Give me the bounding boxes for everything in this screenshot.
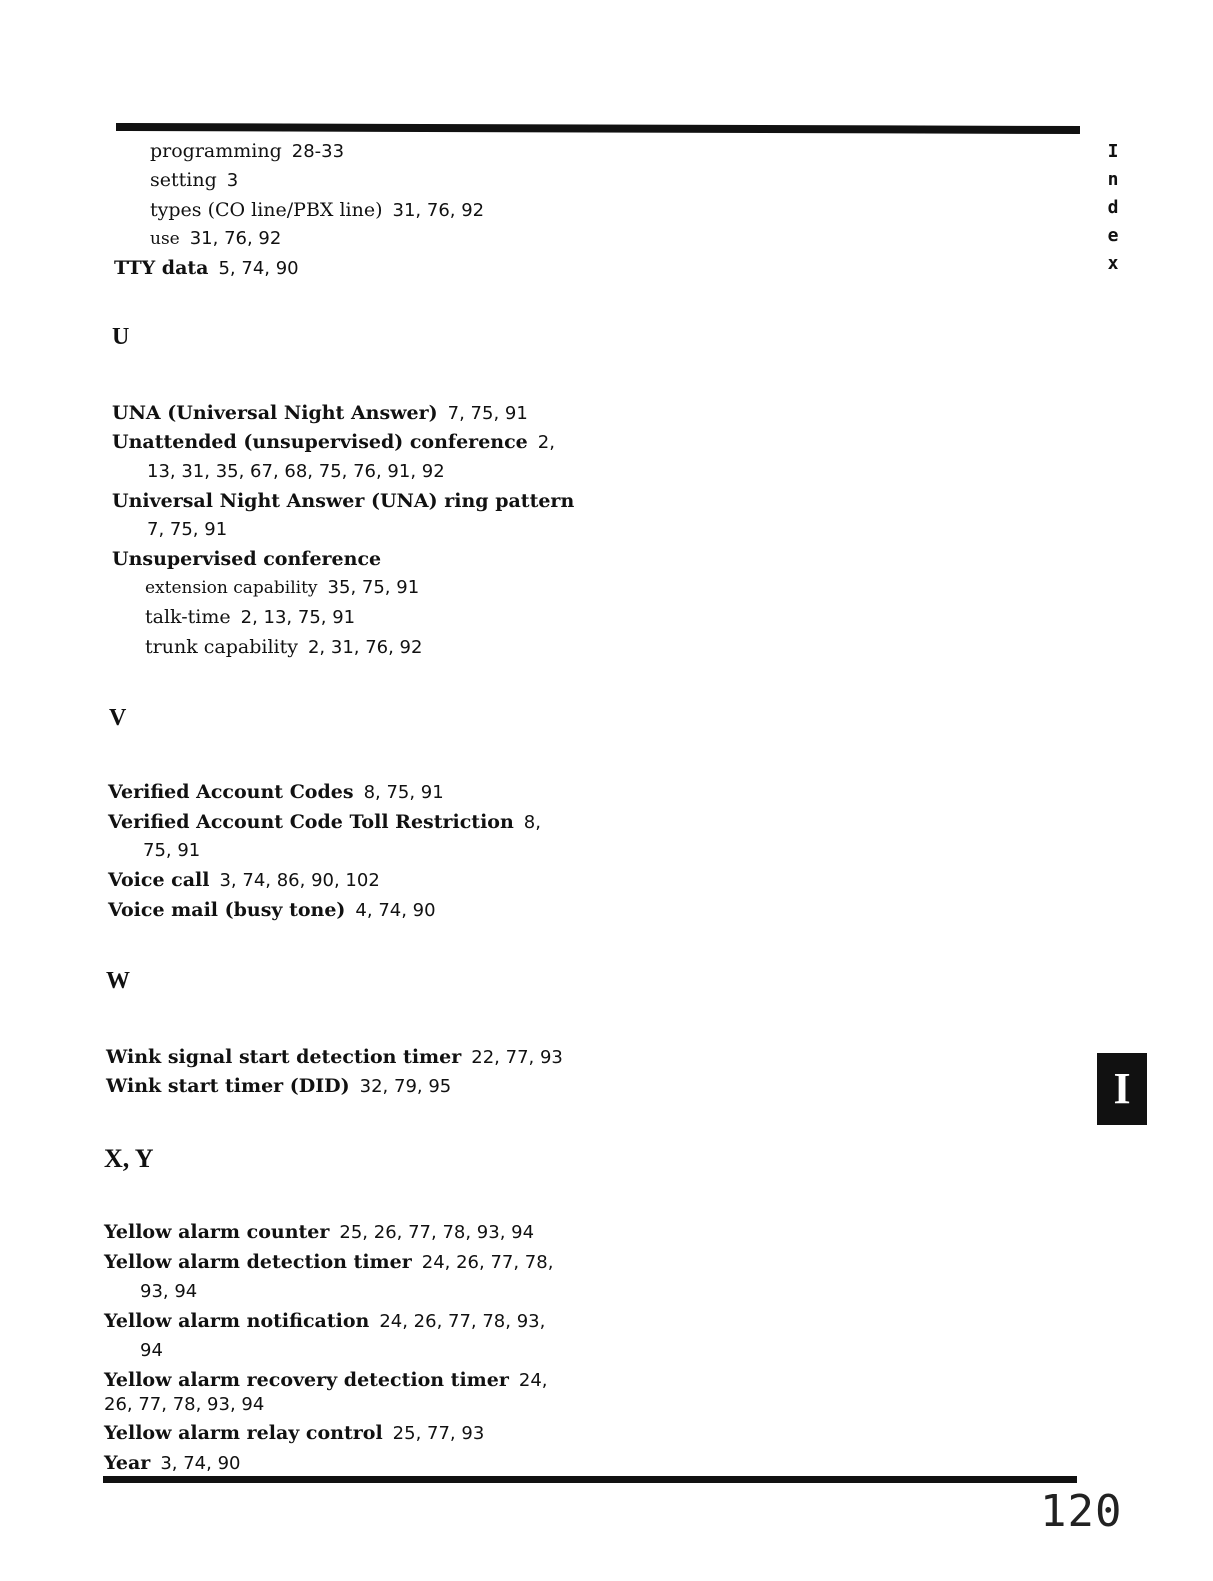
index-entry: Verified Account Code Toll Restriction 8, — [108, 811, 541, 833]
side-letter: x — [1107, 253, 1119, 274]
section-heading-v: V — [109, 705, 127, 731]
index-entry-continuation: 75, 91 — [143, 840, 201, 861]
index-subentry: use 31, 76, 92 — [150, 228, 282, 249]
index-entry: Year 3, 74, 90 — [104, 1452, 241, 1474]
index-entry: Unsupervised conference — [112, 548, 382, 570]
index-entry-continuation: 7, 75, 91 — [147, 519, 228, 540]
index-entry: Wink signal start detection timer 22, 77, 93 — [106, 1046, 563, 1068]
section-letter-tab: I — [1097, 1053, 1147, 1125]
index-entry: Verified Account Codes 8, 75, 91 — [108, 781, 444, 803]
section-heading-u: U — [112, 324, 130, 350]
index-subentry: trunk capability 2, 31, 76, 92 — [145, 636, 423, 658]
side-letter: n — [1107, 169, 1119, 190]
side-letter: I — [1107, 141, 1119, 162]
index-subentry: talk-time 2, 13, 75, 91 — [145, 606, 356, 628]
index-entry: Yellow alarm detection timer 24, 26, 77, 78, — [104, 1251, 554, 1273]
index-entry: Yellow alarm notification 24, 26, 77, 78, 93, — [104, 1310, 546, 1332]
side-letter: e — [1107, 225, 1119, 246]
index-entry: Yellow alarm relay control 25, 77, 93 — [104, 1422, 485, 1444]
index-entry: Yellow alarm counter 25, 26, 77, 78, 93, 94 — [104, 1221, 535, 1243]
index-entry-continuation: 26, 77, 78, 93, 94 — [104, 1394, 265, 1415]
index-entry: Wink start timer (DID) 32, 79, 95 — [106, 1075, 452, 1097]
index-subentry: programming 28-33 — [150, 140, 345, 162]
index-subentry: types (CO line/PBX line) 31, 76, 92 — [150, 199, 485, 221]
index-entry-continuation: 94 — [140, 1340, 163, 1361]
index-entry: Voice call 3, 74, 86, 90, 102 — [108, 869, 380, 891]
index-entry: TTY data 5, 74, 90 — [114, 257, 299, 279]
index-entry: Universal Night Answer (UNA) ring pattern — [112, 490, 575, 512]
index-subentry: setting 3 — [150, 169, 239, 191]
index-entry: Unattended (unsupervised) conference 2, — [112, 431, 555, 453]
section-heading-xy: X, Y — [104, 1144, 154, 1173]
index-entry: UNA (Universal Night Answer) 7, 75, 91 — [112, 402, 528, 424]
top-rule — [116, 123, 1080, 134]
index-side-label — [1104, 138, 1122, 278]
index-entry: Yellow alarm recovery detection timer 24, — [104, 1369, 548, 1391]
index-entry-continuation: 13, 31, 35, 67, 68, 75, 76, 91, 92 — [147, 461, 445, 482]
index-subentry: extension capability 35, 75, 91 — [145, 577, 420, 598]
section-heading-w: W — [106, 968, 130, 994]
bottom-rule — [103, 1476, 1077, 1483]
index-entry-continuation: 93, 94 — [140, 1281, 198, 1302]
page-number: 120 — [1040, 1486, 1123, 1537]
index-entry: Voice mail (busy tone) 4, 74, 90 — [108, 899, 436, 921]
side-letter: d — [1107, 197, 1119, 218]
